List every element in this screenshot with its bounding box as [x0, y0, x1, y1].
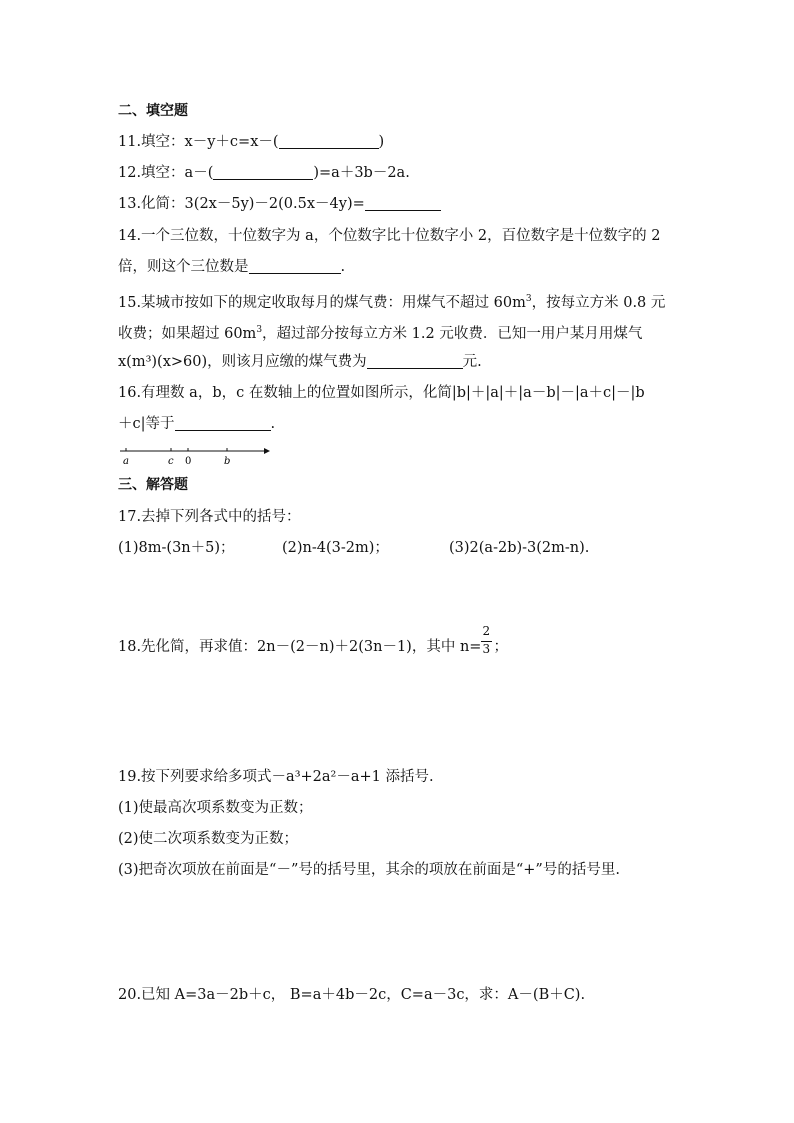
question-16-line-1: 16.有理数 a，b，c 在数轴上的位置如图所示，化简|b|＋|a|＋|a－b|－|a＋c|－|b	[118, 385, 645, 401]
question-15-line-3	[118, 352, 482, 372]
q16-blank[interactable]	[175, 415, 271, 431]
question-18	[118, 624, 508, 657]
question-19: 19.按下列要求给多项式－a³+2a²－a+1 添括号.	[118, 769, 434, 785]
q16-end: .	[270, 416, 276, 432]
q12-text: 12.填空：a－(	[118, 165, 214, 181]
q13-text: 13.化简：3(2x－5y)－2(0.5x－4y)=	[118, 196, 365, 212]
q15-text-1b: ，按每立方米 0.8 元	[531, 295, 666, 311]
q18-numerator: 2	[482, 624, 491, 638]
q13-blank[interactable]	[365, 195, 441, 211]
q12-blank[interactable]	[213, 164, 313, 180]
label-0: 0	[185, 456, 192, 467]
q16-text: ＋c|等于	[118, 416, 175, 432]
q18-fraction	[481, 624, 493, 657]
q17-part-3: (3)2(a-2b)-3(2m-n).	[449, 540, 590, 556]
section-title-fill-in: 二、填空题	[118, 103, 188, 119]
q18-denominator: 3	[482, 642, 491, 656]
question-16-line-2	[118, 414, 275, 434]
label-b: b	[224, 456, 231, 467]
q19-item-3: (3)把奇次项放在前面是“－”号的括号里，其余的项放在前面是“+”号的括号里.	[118, 862, 620, 878]
question-14-line-2	[118, 257, 345, 277]
q14-text: 倍，则这个三位数是	[118, 259, 249, 275]
q15-text-2b: ，超过部分按每立方米 1.2 元收费．已知一用户某月用煤气	[262, 326, 643, 342]
question-20: 20.已知 A=3a－2b＋c， B=a＋4b－2c，C=a－3c，求：A－(B＋C).	[118, 987, 586, 1003]
q15-text-2a: 收费；如果超过 60m	[118, 326, 257, 342]
q15-end: 元.	[462, 354, 482, 370]
q12-after: )=a＋3b－2a.	[313, 165, 410, 181]
q11-after: )	[378, 134, 385, 150]
section-title-answers: 三、解答题	[118, 477, 188, 493]
number-line-figure	[118, 443, 278, 467]
q14-blank[interactable]	[249, 258, 341, 274]
q11-text: 11.填空：x－y＋c=x－(	[118, 134, 279, 150]
question-12	[118, 163, 410, 183]
q19-item-1: (1)使最高次项系数变为正数；	[118, 800, 313, 816]
q15-blank[interactable]	[367, 353, 463, 369]
label-a: a	[123, 456, 129, 467]
q17-part-1: (1)8m-(3n＋5)；	[118, 540, 235, 556]
q15-text-3: x(m³)(x>60)，则该月应缴的煤气费为	[118, 354, 367, 370]
q11-blank[interactable]	[279, 133, 379, 149]
question-13	[118, 194, 441, 214]
q18-end: ；	[493, 639, 508, 655]
question-15-line-1	[118, 289, 665, 313]
number-line-arrow	[264, 448, 270, 454]
q19-item-2: (2)使二次项系数变为正数；	[118, 831, 299, 847]
q15-sup-2: 3	[256, 325, 263, 335]
q15-text-1a: 15.某城市按如下的规定收取每月的煤气费：用煤气不超过 60m	[118, 295, 526, 311]
q15-sup-1: 3	[525, 294, 532, 304]
question-11	[118, 132, 384, 152]
question-15-line-2	[118, 320, 642, 344]
q17-part-2: (2)n-4(3-2m)；	[282, 540, 389, 556]
question-17: 17.去掉下列各式中的括号：	[118, 509, 301, 525]
label-c: c	[168, 456, 174, 467]
question-14-line-1: 14.一个三位数，十位数字为 a，个位数字比十位数字小 2，百位数字是十位数字的 2	[118, 228, 661, 244]
q14-end: .	[340, 259, 346, 275]
q18-text: 18.先化简，再求值：2n－(2－n)＋2(3n－1)，其中 n=	[118, 639, 482, 655]
